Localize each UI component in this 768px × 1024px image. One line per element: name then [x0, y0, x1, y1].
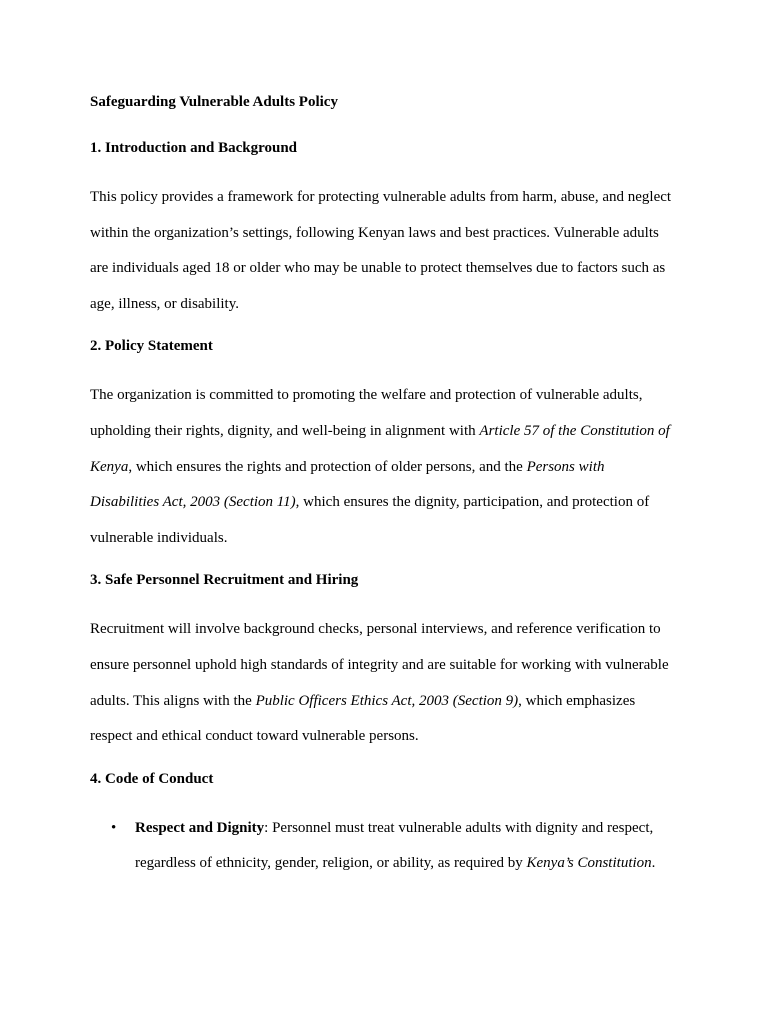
text-run: .	[651, 855, 656, 872]
paragraph-line: This policy provides a framework for protecting vulnerable adults from harm, abuse, and neglect	[90, 189, 672, 205]
citation-constitution-kenya: Kenya	[90, 458, 129, 475]
text-run: , which ensures the rights and protection of older persons, and the	[128, 458, 527, 475]
paragraph-line: Recruitment will involve background checks, personal interviews, and reference verification to	[90, 621, 661, 638]
paragraph-line	[90, 485, 690, 521]
text-run: regardless of ethnicity, gender, religion, or ability, as required by	[135, 855, 527, 872]
paragraph-line: are individuals aged 18 or older who may be unable to protect themselves due to factors such as	[90, 260, 666, 277]
document-page	[90, 88, 690, 882]
paragraph-line: ensure personnel uphold high standards of integrity and are suitable for working with vulnerable	[90, 656, 669, 673]
introduction-paragraph	[90, 180, 690, 322]
document-title: Safeguarding Vulnerable Adults Policy	[90, 94, 338, 110]
text-run: , which ensures the dignity, participation, and protection of	[295, 494, 650, 511]
section-heading-code-of-conduct: 4. Code of Conduct	[90, 770, 214, 787]
citation-disabilities-act: Disabilities Act, 2003 (Section 11)	[90, 494, 296, 511]
policy-statement-paragraph	[90, 378, 690, 556]
recruitment-paragraph	[90, 612, 690, 754]
citation-kenyas-constitution: Kenya’s Constitution	[526, 855, 652, 872]
list-item	[90, 811, 690, 882]
paragraph-line: age, illness, or disability.	[90, 295, 240, 312]
bullet-line	[135, 846, 690, 882]
paragraph-line: vulnerable individuals.	[90, 529, 228, 546]
citation-constitution-article-57: Article 57 of the Constitution of	[479, 422, 670, 439]
citation-public-officers-ethics-act: Public Officers Ethics Act, 2003 (Section 9)	[255, 692, 519, 709]
section-heading-recruitment: 3. Safe Personnel Recruitment and Hiring	[90, 572, 359, 589]
paragraph-line: The organization is committed to promoting the welfare and protection of vulnerable adults,	[90, 387, 643, 404]
text-run: upholding their rights, dignity, and well-being in alignment with	[90, 422, 480, 439]
section-heading-policy-statement: 2. Policy Statement	[90, 338, 213, 355]
paragraph-line	[90, 450, 690, 486]
citation-persons-with-disabilities: Persons with	[526, 458, 605, 475]
paragraph-line: within the organization’s settings, following Kenyan laws and best practices. Vulnerable adults	[90, 224, 659, 241]
text-run: : Personnel must treat vulnerable adults with dignity and respect,	[264, 819, 654, 836]
text-run: , which emphasizes	[518, 692, 636, 709]
paragraph-line	[90, 414, 690, 450]
bullet-marker: •	[111, 819, 117, 836]
bullet-term: Respect and Dignity	[135, 819, 265, 836]
code-of-conduct-list	[90, 811, 690, 882]
paragraph-line: respect and ethical conduct toward vulnerable persons.	[90, 728, 419, 745]
section-heading-introduction: 1. Introduction and Background	[90, 140, 298, 156]
paragraph-line	[90, 684, 690, 720]
bullet-line	[135, 811, 690, 847]
text-run: adults. This aligns with the	[90, 692, 256, 709]
